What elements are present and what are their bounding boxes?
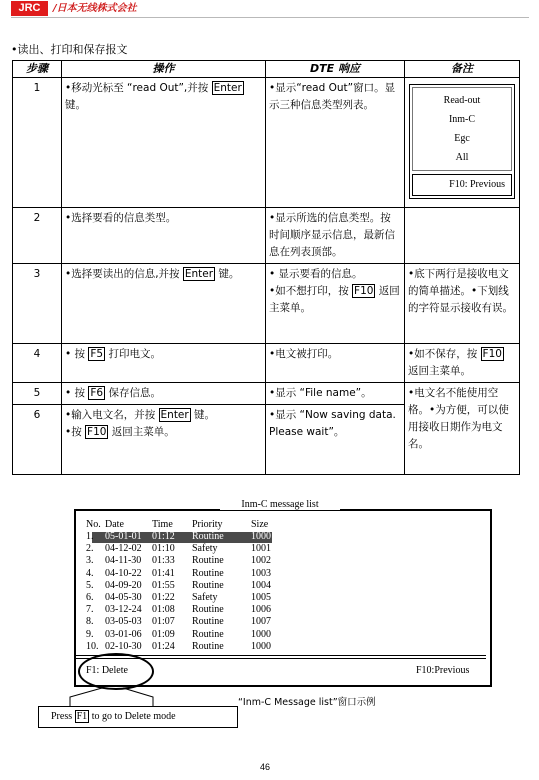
- cell-priority: Routine: [192, 567, 224, 579]
- dte-text: • 显示要看的信息。: [269, 268, 363, 280]
- cell-no: 8.: [86, 616, 94, 628]
- cell-priority: Routine: [192, 555, 224, 567]
- op-text: 键。: [190, 409, 216, 421]
- col-header-size: Size: [251, 519, 269, 530]
- op-text: 返回主菜单。: [108, 426, 175, 438]
- op-text: •选择要读出的信息,并按: [65, 268, 183, 280]
- dte-cell: •显示所选的信息类型。按时间顺序显示信息，最新信息在列表顶部。: [266, 208, 405, 264]
- cell-priority: Routine: [192, 531, 224, 542]
- cell-time: 01:22: [152, 592, 175, 603]
- cell-priority: Routine: [192, 579, 224, 591]
- note-text: 返回主菜单。: [408, 365, 471, 377]
- op-text: 保存信息。: [105, 387, 161, 399]
- dte-cell: •显示 “Now saving data. Please wait”。: [266, 405, 405, 475]
- cell-date: 04-11-30: [105, 555, 142, 567]
- header-dte-response: DTE 响应: [266, 61, 405, 78]
- cell-time: 01:08: [152, 604, 175, 616]
- cell-time: 01:33: [152, 555, 175, 567]
- f5-key: F5: [90, 348, 104, 360]
- cell-date: 03-01-06: [105, 628, 142, 640]
- col-header-time: Time: [152, 519, 173, 530]
- cell-time: 01:12: [152, 531, 175, 542]
- col-header-priority: Priority: [192, 519, 223, 530]
- enter-key: Enter: [184, 268, 214, 280]
- step-number: 2: [13, 208, 62, 264]
- cell-no: 1.: [86, 531, 94, 542]
- dte-cell: •显示 “File name”。: [266, 383, 405, 405]
- cell-time: 01:07: [152, 616, 175, 628]
- f1-key: F1: [76, 711, 88, 722]
- cell-size: 1006: [251, 604, 271, 616]
- col-header-no: No.: [86, 519, 101, 530]
- company-name: /日本无线株式会社: [53, 3, 137, 14]
- dte-text-part: 返回主菜单。: [269, 285, 400, 314]
- step-number: 4: [13, 344, 62, 383]
- cell-date: 04-09-20: [105, 579, 142, 591]
- op-text: 打印电文。: [105, 348, 161, 360]
- op-text: 键。: [65, 99, 86, 111]
- cell-size: 1001: [251, 543, 271, 555]
- cell-time: 01:55: [152, 579, 175, 591]
- cell-no: 4.: [86, 567, 94, 579]
- step-number: 3: [13, 264, 62, 344]
- cell-time: 01:10: [152, 543, 175, 555]
- header-notes: 备注: [405, 61, 520, 78]
- op-text: •输入电文名，并按: [65, 409, 159, 421]
- menu-item-egc[interactable]: Egc: [454, 133, 470, 144]
- cell-no: 7.: [86, 604, 94, 616]
- cell-no: 10.: [86, 640, 99, 652]
- cell-size: 1005: [251, 592, 271, 603]
- cell-priority: Safety: [192, 592, 218, 603]
- cell-size: 1002: [251, 555, 271, 567]
- cell-priority: Routine: [192, 616, 224, 628]
- f10-previous-button[interactable]: F10:Previous: [416, 665, 470, 676]
- step-number: 1: [13, 78, 62, 208]
- cell-time: 01:09: [152, 628, 175, 640]
- dte-cell: •显示“read Out”窗口。显示三种信息类型列表。: [266, 78, 405, 208]
- cell-no: 9.: [86, 628, 94, 640]
- notes-cell: •底下两行是接收电文的简单描述。•下划线的字符显示接收有误。: [405, 264, 520, 344]
- cell-size: 1000: [251, 628, 271, 640]
- f10-key: F10: [482, 348, 502, 360]
- op-text: • 按: [65, 387, 89, 399]
- cell-no: 2.: [86, 543, 94, 555]
- op-text: •移动光标至 “read Out”,并按: [65, 82, 212, 94]
- cell-date: 05-01-01: [105, 531, 142, 542]
- col-header-date: Date: [105, 519, 124, 530]
- cell-priority: Routine: [192, 604, 224, 616]
- enter-key: Enter: [213, 82, 242, 94]
- callout-text: Press: [51, 711, 75, 722]
- cell-date: 03-12-24: [105, 604, 142, 616]
- cell-size: 1007: [251, 616, 271, 628]
- cell-date: 04-10-22: [105, 567, 142, 579]
- dte-text-part: •如不想打印，按: [269, 285, 353, 297]
- cell-date: 02-10-30: [105, 640, 142, 652]
- figure-caption: “Inm-C Message list”窗口示例: [238, 697, 376, 708]
- f10-key: F10: [354, 285, 374, 297]
- op-text: •按: [65, 426, 86, 438]
- callout-text: to go to Delete mode: [89, 711, 176, 722]
- menu-item-all[interactable]: All: [455, 152, 469, 163]
- jrc-logo: JRC: [11, 1, 48, 16]
- readout-menu-title: Read-out: [443, 95, 481, 106]
- step-number: 6: [13, 405, 62, 475]
- cell-date: 04-12-02: [105, 543, 142, 555]
- cell-no: 5.: [86, 579, 94, 591]
- menu-item-inmc[interactable]: Inm-C: [448, 114, 476, 125]
- cell-priority: Safety: [192, 543, 218, 555]
- operation-cell: •选择要看的信息类型。: [62, 208, 266, 264]
- f6-key: F6: [90, 387, 104, 399]
- page-number: 46: [260, 762, 271, 772]
- cell-priority: Routine: [192, 640, 224, 652]
- cell-size: 1004: [251, 579, 271, 591]
- header-step: 步骤: [13, 61, 62, 78]
- dte-cell: •电文被打印。: [266, 344, 405, 383]
- cell-no: 6.: [86, 592, 94, 603]
- cell-size: 1000: [251, 640, 271, 652]
- f10-previous-button[interactable]: F10: Previous: [412, 174, 512, 196]
- cell-date: 04-05-30: [105, 592, 142, 603]
- cell-time: 01:41: [152, 567, 175, 579]
- message-list-title: Inm-C message list: [220, 499, 340, 510]
- cell-size: 1003: [251, 567, 271, 579]
- cell-size: 1000: [251, 531, 271, 542]
- note-text: •如不保存，按: [408, 348, 481, 360]
- f1-delete-button[interactable]: F1: Delete: [86, 665, 128, 676]
- f10-key: F10: [87, 426, 107, 438]
- op-text: 键。: [215, 268, 240, 280]
- notes-cell: •电文名不能使用空格。•为方便，可以使用接收日期作为电文名。: [405, 383, 520, 475]
- op-text: • 按: [65, 348, 89, 360]
- enter-key: Enter: [160, 409, 189, 421]
- header-operation: 操作: [62, 61, 266, 78]
- step-number: 5: [13, 383, 62, 405]
- cell-time: 01:24: [152, 640, 175, 652]
- cell-date: 03-05-03: [105, 616, 142, 628]
- cell-priority: Routine: [192, 628, 224, 640]
- callout-box: [38, 706, 238, 728]
- cell-no: 3.: [86, 555, 94, 567]
- section-title: •读出、打印和保存报文: [11, 43, 128, 56]
